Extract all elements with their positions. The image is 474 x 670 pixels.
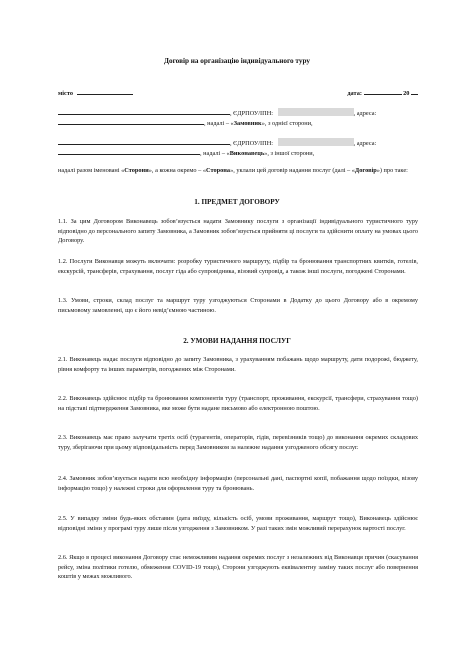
client-line-2	[58, 117, 418, 128]
client-edrpou-field[interactable]	[278, 108, 354, 116]
document-title: Договір на організацію індивідуального туру	[164, 57, 310, 65]
intro-side: Сторона	[206, 167, 231, 174]
intro-contract: Договір	[354, 167, 377, 174]
clause-2-3: 2.3. Виконавець має право залучати третіх осіб (турагентів, операторів, гідів, перевізників тощо) до виконання окремих складових туру, зберігаючи при цьому відповідальність перед Замовником за належне надання узгодженого обсягу послуг.	[58, 434, 418, 451]
section-1-heading: 1. ПРЕДМЕТ ДОГОВОРУ	[194, 198, 280, 206]
edrpou-label: , ЄДРПОУ/ІПН:	[230, 140, 273, 147]
clause-1-3: 1.3. Умови, строки, склад послуг та маршрут туру узгоджуються Сторонами в Додатку до цього Договору або в окремому письмовому замовленні, що є його невід’ємною частиною.	[58, 297, 418, 314]
client-prefix: , надалі – «	[204, 120, 234, 127]
contractor-role: Виконавець	[229, 150, 265, 157]
clause-1-1: 1.1. За цим Договором Виконавець зобов’язується надати Замовнику послуги з організації індивідуального туристичного туру відповідно до персонального запиту Замовника, а Замовник зобов’язується прийняти ці послуги та здійснити оплату на умовах цього Договору.	[58, 218, 418, 245]
clause-2-1: 2.1. Виконавець надає послуги відповідно до запиту Замовника, з урахуванням побажань щодо маршруту, дати подорожі, бюджету, рівня комфорту та інших параметрів, погоджених між Сторонами.	[58, 356, 418, 373]
client-name-blank[interactable]	[58, 107, 230, 115]
contractor-suffix: », з іншої сторони,	[264, 150, 315, 157]
date-group	[347, 87, 418, 98]
date-label: дата:	[347, 90, 362, 97]
client-suffix: », з однієї сторони,	[261, 120, 313, 127]
city-date-line	[58, 87, 418, 98]
edrpou-label: , ЄДРПОУ/ІПН:	[230, 110, 273, 117]
address-label: , адреса:	[353, 110, 377, 117]
section-2-heading: 2. УМОВИ НАДАННЯ ПОСЛУГ	[183, 337, 291, 345]
clause-2-2: 2.2. Виконавець здійснює підбір та бронювання компонентів туру (транспорт, проживання, екскурсії, трансфери, страхування тощо) на підставі підтвердження Замовника, яке може бути надане письмово або електронною поштою.	[58, 395, 418, 412]
clause-2-5: 2.5. У випадку зміни будь-яких обставин (дата виїзду, кількість осіб, умови проживання, маршрут тощо), Виконавець здійснює відповідні зміни у програмі туру лише після узгодження з Замовником. У разі таких змін можливий перерахунок вартості послуг.	[58, 515, 418, 532]
intro-paragraph	[58, 166, 418, 176]
intro-text: надалі разом іменовані «	[58, 167, 125, 174]
contractor-prefix: , надалі – «	[200, 150, 230, 157]
contractor-edrpou-field[interactable]	[278, 138, 354, 146]
intro-text: », а кожна окремо – «	[148, 167, 206, 174]
clause-1-2: 1.2. Послуги Виконавця можуть включати: розробку туристичного маршруту, підбір та бронювання транспортних квитків, готелів, екскурсій, трансферів, страхування, послуг гіда або супровідника, візовий супровід, а також інші послуги, погоджені Сторонами.	[58, 258, 418, 275]
year-label: 20	[403, 90, 410, 97]
contractor-line-2	[58, 147, 418, 158]
address-label: , адреса:	[353, 140, 377, 147]
clause-2-4: 2.4. Замовник зобов’язується надати всю необхідну інформацію (персональні дані, паспортні копії, побажання щодо поїздки, візову інформацію тощо) у належні строки для оформлення туру та бронювань.	[58, 475, 418, 492]
contractor-name-blank[interactable]	[58, 137, 230, 145]
intro-text: », уклали цей договір надання послуг (далі – «	[230, 167, 355, 174]
intro-sides: Сторони	[124, 167, 149, 174]
clause-2-6: 2.6. Якщо в процесі виконання Договору стає неможливим надання окремих послуг з незалежних від Виконавця причин (скасування рейсу, зміна політики готелю, обмеження COVID-19 тощо), Сторони узгоджують еквівалентну заміну таких послуг або повернення коштів у межах можливого.	[58, 554, 418, 581]
contractor-address-blank[interactable]	[58, 147, 200, 155]
city-label: місто	[58, 90, 73, 97]
year-blank[interactable]	[411, 87, 418, 95]
date-blank[interactable]	[364, 87, 402, 95]
client-role: Замовник	[233, 120, 262, 127]
intro-text: ») про таке:	[376, 167, 408, 174]
city-blank[interactable]	[77, 87, 133, 95]
client-address-blank[interactable]	[58, 117, 204, 125]
